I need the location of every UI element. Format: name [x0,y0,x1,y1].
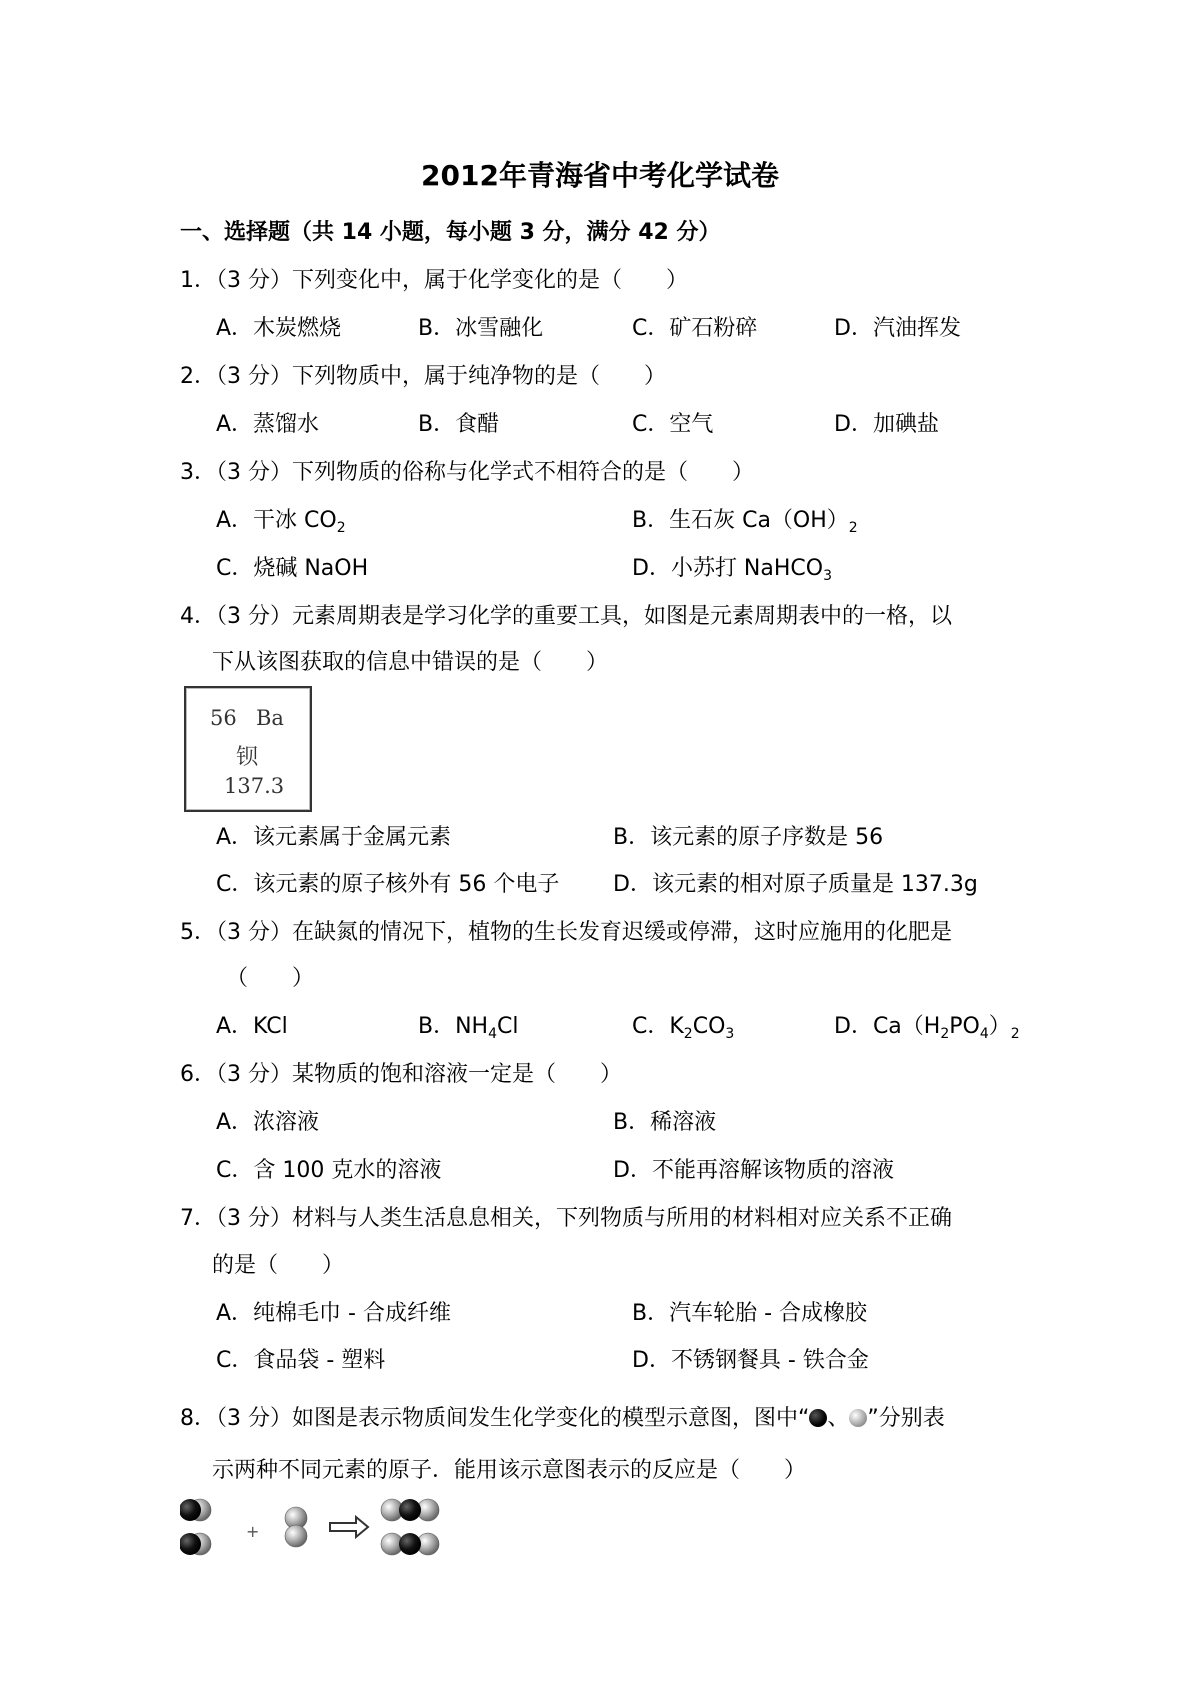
question-8-stem: 8．（3 分）如图是表示物质间发生化学变化的模型示意图，图中“ 、 ”分别表 [180,1406,945,1431]
question-5-stem-cont: （ ） [226,966,315,991]
element-name: 钡 [236,745,259,770]
q6-option-b: B．稀溶液 [613,1110,717,1135]
q7-option-b: B．汽车轮胎 - 合成橡胶 [632,1301,868,1326]
reaction-arrow-icon [330,1517,368,1537]
q1-option-b: B．冰雪融化 [418,316,544,341]
q6-option-d: D．不能再溶解该物质的溶液 [613,1158,894,1183]
reactant-molecule-1 [180,1499,211,1521]
question-7-stem: 7．（3 分）材料与人类生活息息相关，下列物质与所用的材料相对应关系不正确 [180,1206,952,1231]
question-3-stem: 3．（3 分）下列物质的俗称与化学式不相符合的是（ ） [180,460,754,485]
reaction-model-diagram [180,1494,450,1560]
question-4-stem-cont: 下从该图获取的信息中错误的是（ ） [212,650,609,675]
q7-option-c: C．食品袋 - 塑料 [216,1348,386,1373]
light-atom-icon [849,1409,867,1427]
question-5-stem: 5．（3 分）在缺氮的情况下，植物的生长发育迟缓或停滞，这时应施用的化肥是 [180,920,952,945]
q5-option-b: B．$NH_4Cl$ [418,1014,519,1042]
q6-option-c: C．含 100 克水的溶液 [216,1158,442,1183]
question-4-stem: 4．（3 分）元素周期表是学习化学的重要工具，如图是元素周期表中的一格，以 [180,604,952,629]
q6-option-a: A．浓溶液 [216,1110,320,1135]
q2-option-d: D．加碘盐 [834,412,939,437]
question-6-stem: 6．（3 分）某物质的饱和溶液一定是（ ） [180,1062,622,1087]
q3-option-a: A．干冰 $CO_2$ [216,508,346,536]
reactant-molecule-3 [285,1507,307,1547]
q4-option-a: A．该元素属于金属元素 [216,825,452,850]
q3-option-c: C．烧碱 NaOH [216,556,369,581]
element-symbol: Ba [256,706,284,730]
atomic-number: 56 [210,706,237,730]
q2-option-c: C．空气 [632,412,714,437]
q2-option-b: B．食醋 [418,412,500,437]
atomic-mass: 137.3 [224,774,285,798]
q4-option-b: B．该元素的原子序数是 56 [613,825,884,850]
element-card-barium [184,686,312,812]
section-heading: 一、选择题（共 14 小题，每小题 3 分，满分 42 分） [180,220,721,245]
product-molecule-2 [381,1533,439,1555]
q7-option-a: A．纯棉毛巾 - 合成纤维 [216,1301,451,1326]
product-molecule-1 [381,1499,439,1521]
q5-option-a: A．KCl [216,1014,288,1039]
dark-atom-icon [809,1409,827,1427]
reactant-molecule-2 [180,1533,211,1555]
q5-option-c: C．$K_2CO_3$ [632,1014,735,1042]
question-2-stem: 2．（3 分）下列物质中，属于纯净物的是（ ） [180,364,666,389]
q3-option-d: D．小苏打 NaHCO$_3$ [632,556,833,584]
q1-option-c: C．矿石粉碎 [632,316,758,341]
plus-sign: + [246,1522,260,1541]
q1-option-d: D．汽油挥发 [834,316,961,341]
q3-option-b: B．生石灰 $Ca(OH)_2$ [632,508,858,536]
q4-option-d: D．该元素的相对原子质量是 137.3g [613,872,978,897]
question-7-stem-cont: 的是（ ） [212,1253,345,1278]
q5-option-d: D．$Ca(H_2PO_4)_2$ [834,1014,1020,1042]
q4-option-c: C．该元素的原子核外有 56 个电子 [216,872,560,897]
q2-option-a: A．蒸馏水 [216,412,320,437]
exam-title: 2012年青海省中考化学试卷 [421,159,779,192]
q7-option-d: D．不锈钢餐具 - 铁合金 [632,1348,869,1373]
question-8-stem-cont: 示两种不同元素的原子．能用该示意图表示的反应是（ ） [212,1458,807,1483]
q1-option-a: A．木炭燃烧 [216,316,342,341]
question-1-stem: 1．（3 分）下列变化中，属于化学变化的是（ ） [180,268,688,293]
